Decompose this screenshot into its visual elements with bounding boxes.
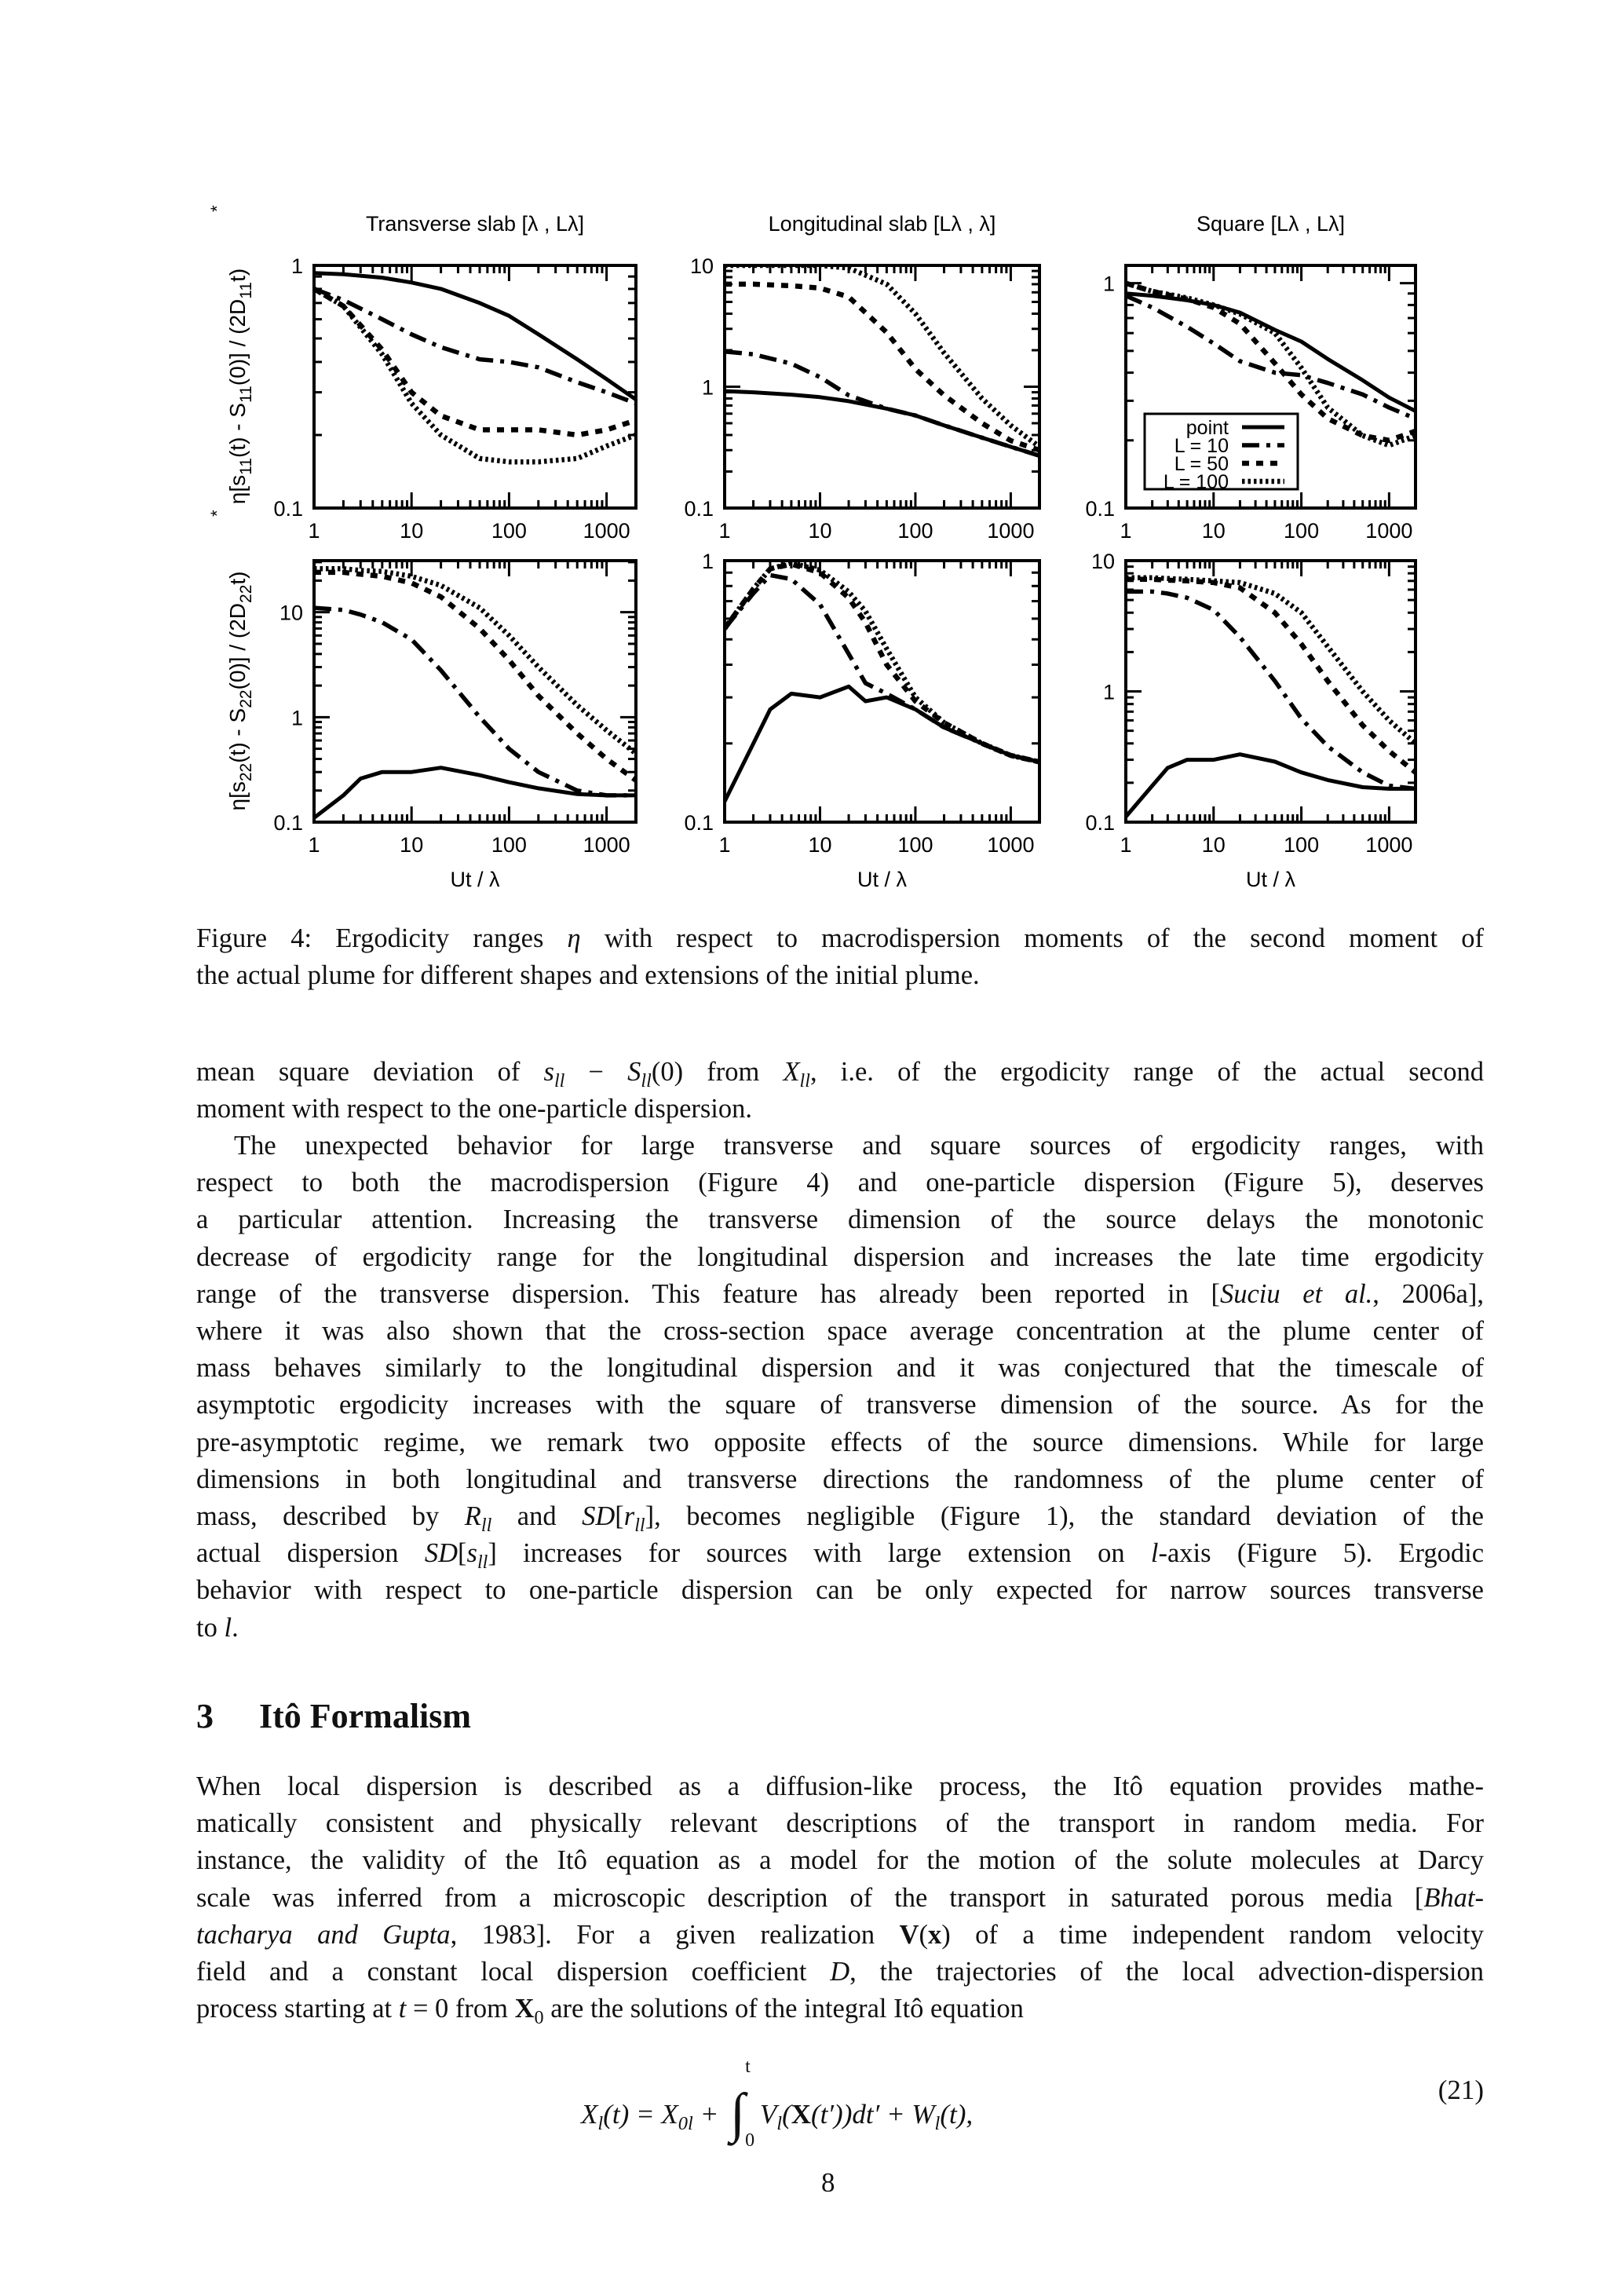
x-tick-label: 1000: [987, 833, 1035, 857]
plot-frame: [725, 265, 1039, 508]
y-tick-label: 0.1: [1085, 811, 1115, 835]
x-axis-label: Ut / λ: [857, 868, 908, 891]
asterisk: *: [207, 205, 227, 212]
text-line: tacharya and Gupta, 1983]. For a given realization V(x) of a time independent random velocity: [196, 1919, 1484, 1950]
text-line: decrease of ergodicity range for the longitudinal dispersion and increases the late time ergodicity: [196, 1241, 1484, 1272]
equation-body: $X_l(t) = X_{0l}$ + ∫ t 0 $V_l(X(t'))dt' + W_l(t)$,: [581, 2057, 974, 2151]
x-tick-label: 10: [1201, 519, 1226, 543]
y-tick-label: 10: [279, 601, 303, 625]
x-tick-label: 10: [400, 519, 424, 543]
series-line-L10: [314, 608, 636, 795]
paragraph-continuation: [196, 1054, 1484, 1128]
x-tick-label: 1: [308, 833, 320, 857]
text-line: instance, the validity of the Itô equation as a model for the motion of the solute molecules at Darcy: [196, 1845, 1484, 1876]
legend-label: point: [1185, 417, 1229, 439]
legend-label: L = 10: [1174, 435, 1229, 457]
y-tick-label: 10: [689, 254, 714, 278]
x-tick-label: 100: [491, 833, 527, 857]
text-line: scale was inferred from a microscopic description of the transport in saturated porous media [Bhat-: [196, 1882, 1484, 1913]
text-line: actual dispersion $SD[s_{ll}]$ increases for sources with large extension on l-axis (Figure 5). Ergodic: [196, 1538, 1485, 1574]
citation-suciu[interactable]: Suciu et al.: [1219, 1278, 1373, 1309]
text-line: a particular attention. Increasing the transverse dimension of the source delays the monotonic: [196, 1205, 1484, 1235]
text-line: respect to both the macrodispersion (Figure 4) and one-particle dispersion (Figure 5), deserves: [196, 1168, 1484, 1198]
y-tick-label: 1: [290, 706, 303, 730]
series-line-L100: [314, 569, 636, 754]
figure-caption: [196, 920, 1484, 994]
x-tick-label: 100: [1284, 833, 1320, 857]
text-line: mean square deviation of $s_{ll} - S_{ll}(0)$ from $X_{ll}$, i.e. of the ergodicity range of the actual second: [196, 1057, 1484, 1091]
y-tick-label: 1: [1102, 680, 1115, 704]
text-line: where it was also shown that the cross-section space average concentration at the plume center of: [196, 1316, 1484, 1347]
x-tick-label: 10: [1201, 833, 1226, 857]
equation-number: (21): [1438, 2075, 1484, 2105]
text-line: process starting at t = 0 from $X_0$ are the solutions of the integral Itô equation: [196, 1994, 1024, 2029]
text-line: dimensions in both longitudinal and transverse directions the randomness of the plume center of: [196, 1464, 1484, 1494]
series-line-point: [1126, 294, 1416, 411]
x-axis-label: Ut / λ: [450, 868, 500, 891]
section-title: Itô Formalism: [259, 1697, 472, 1735]
plot-panel-row2-col3: [1085, 550, 1416, 891]
plot-panel-row2-col1: [273, 561, 636, 891]
x-tick-label: 1: [718, 519, 731, 543]
page-number: 8: [821, 2167, 835, 2198]
panel-title: Square [Lλ , Lλ]: [1196, 212, 1346, 236]
plot-frame: [1126, 561, 1416, 822]
figure-4: [0, 0, 1622, 903]
x-tick-label: 10: [808, 519, 832, 543]
y-tick-label: 1: [290, 254, 303, 278]
x-tick-label: 1000: [583, 519, 630, 543]
series-line-point: [725, 391, 1039, 455]
equation-21: [196, 2051, 1484, 2151]
x-tick-label: 1: [1120, 519, 1132, 543]
series-line-point: [725, 686, 1039, 801]
text-line: matically consistent and physically relevant descriptions of the transport in random media. For: [196, 1808, 1484, 1839]
plot-frame: [314, 561, 636, 822]
series-line-L10: [1126, 296, 1416, 419]
series-line-point: [314, 768, 636, 818]
x-tick-label: 1: [308, 519, 320, 543]
y-tick-label: 0.1: [1085, 497, 1115, 521]
y-axis-label: $\eta[s_{22}(t) - S_{22}(0)] / (2D_{22}t)$: [225, 571, 255, 811]
text-line: range of the transverse dispersion. This feature has already been reported in [Suciu et al., 2006a],: [196, 1278, 1484, 1309]
series-line-L100: [1126, 578, 1416, 744]
text-line: field and a constant local dispersion coefficient D, the trajectories of the local advection-dispersion: [196, 1957, 1484, 1987]
x-tick-label: 1000: [1365, 833, 1413, 857]
series-line-point: [1126, 755, 1416, 817]
plot-panel-row1-col1: [273, 212, 636, 543]
series-line-L100: [725, 563, 1039, 762]
y-tick-label: 0.1: [684, 497, 714, 521]
x-tick-label: 1: [1120, 833, 1132, 857]
x-tick-label: 10: [400, 833, 424, 857]
x-tick-label: 1: [718, 833, 731, 857]
y-tick-label: 0.1: [273, 497, 303, 521]
text-line: mass, described by $R_{ll}$ and $SD[r_{ll}]$, becomes negligible (Figure 1), the standard deviation of the: [196, 1501, 1484, 1536]
x-tick-label: 100: [897, 519, 933, 543]
text-line: When local dispersion is described as a diffusion-like process, the Itô equation provides mathe-: [196, 1771, 1484, 1801]
section-heading: [196, 1696, 471, 1736]
figure-4-plots: [0, 0, 1622, 903]
x-tick-label: 100: [491, 519, 527, 543]
legend-label: L = 100: [1163, 471, 1229, 493]
series-line-L10: [314, 289, 636, 404]
y-tick-label: 1: [701, 550, 714, 573]
legend: [1145, 414, 1298, 493]
series-line-L100: [725, 265, 1039, 447]
caption-line: Figure 4: Ergodicity ranges η with respect to macrodispersion moments of the second moment of: [196, 923, 1484, 953]
y-tick-label: 1: [701, 375, 714, 400]
text-line: pre-asymptotic regime, we remark two opposite effects of the source dimensions. While for large: [196, 1427, 1484, 1457]
series-line-L50: [725, 564, 1039, 762]
x-tick-label: 1000: [987, 519, 1035, 543]
series-line-L10: [725, 576, 1039, 762]
y-axis-label: $\eta[s_{11}(t) - S_{11}(0)] / (2D_{11}t)$: [225, 268, 255, 505]
text-line: to l.: [196, 1612, 239, 1643]
x-tick-label: 10: [808, 833, 832, 857]
x-tick-label: 100: [897, 833, 933, 857]
plot-panel-row1-col3: [1085, 212, 1416, 543]
series-line-L100: [314, 289, 636, 462]
plot-panel-row1-col2: [684, 212, 1039, 543]
text-line: behavior with respect to one-particle dispersion can be only expected for narrow sources transverse: [196, 1575, 1484, 1606]
section-number: 3: [196, 1697, 214, 1735]
caption-line: the actual plume for different shapes and extensions of the initial plume.: [196, 960, 980, 990]
series-line-L50: [314, 289, 636, 435]
text-line: moment with respect to the one-particle dispersion.: [196, 1094, 753, 1124]
text-line: asymptotic ergodicity increases with the square of transverse dimension of the source. As for the: [196, 1390, 1484, 1420]
y-tick-label: 1: [1102, 272, 1115, 296]
text-line: mass behaves similarly to the longitudinal dispersion and it was conjectured that the timescale of: [196, 1353, 1484, 1384]
citation-bhattacharya[interactable]: Bhat-: [1423, 1882, 1484, 1913]
legend-label: L = 50: [1174, 453, 1229, 475]
paragraph-ito-formalism: [196, 1768, 1484, 2027]
x-tick-label: 100: [1284, 519, 1320, 543]
x-tick-label: 1000: [1365, 519, 1413, 543]
panel-title: Longitudinal slab [Lλ , λ]: [768, 212, 996, 236]
x-axis-label: Ut / λ: [1245, 868, 1296, 891]
series-line-point: [314, 273, 636, 400]
paragraph-unexpected-behavior: [196, 1128, 1484, 1647]
text-line: The unexpected behavior for large transverse and square sources of ergodicity ranges, with: [234, 1131, 1484, 1161]
y-tick-label: 0.1: [684, 811, 714, 835]
y-tick-label: 10: [1090, 550, 1115, 573]
integral-sign: ∫ t 0: [729, 2057, 755, 2151]
asterisk: *: [207, 510, 227, 517]
y-tick-label: 0.1: [273, 811, 303, 835]
series-line-L50: [725, 284, 1039, 450]
panel-title: Transverse slab [λ , Lλ]: [365, 212, 585, 236]
series-line-L10: [725, 352, 1039, 456]
plot-panel-row2-col2: [684, 550, 1039, 891]
x-tick-label: 1000: [583, 833, 630, 857]
